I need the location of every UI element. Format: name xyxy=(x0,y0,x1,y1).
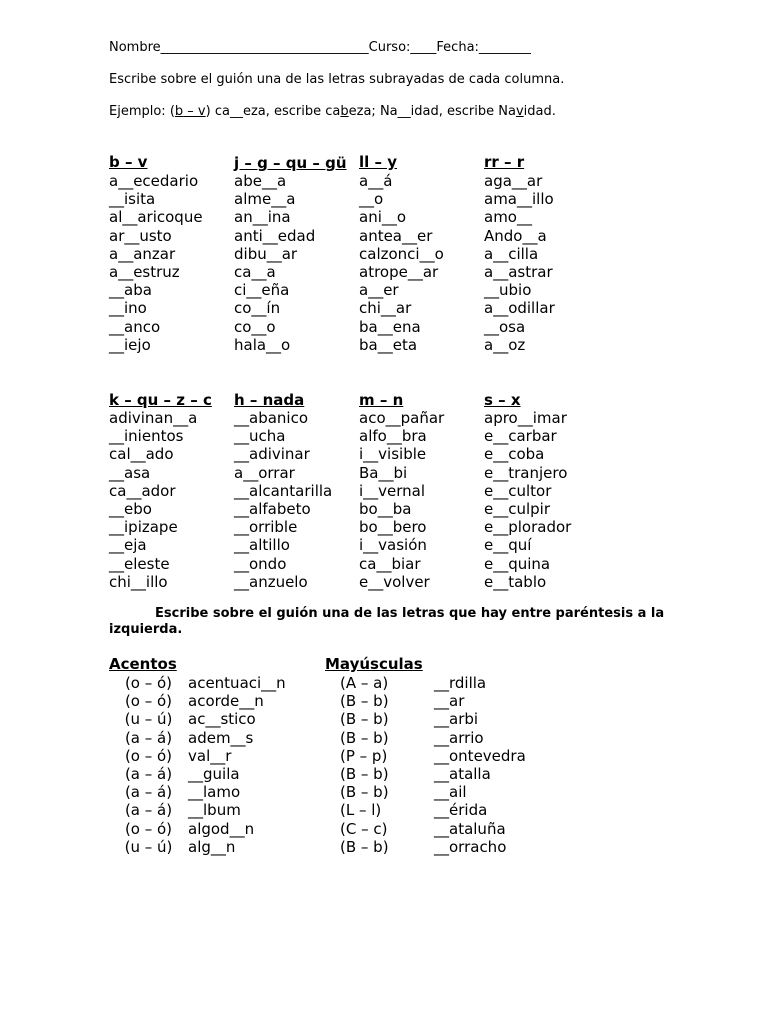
mayusculas-title: Mayúsculas xyxy=(325,655,423,673)
acentos-word: acorde__n xyxy=(188,692,264,711)
section1-word-item: __ubio xyxy=(484,281,532,300)
section1-word-item: atrope__ar xyxy=(359,263,439,282)
acentos-options: (o – ó) xyxy=(124,746,173,765)
mayusculas-row xyxy=(340,729,526,747)
example-pre: Ejemplo: ( xyxy=(109,104,175,119)
acentos-options: (u – ú) xyxy=(124,710,173,729)
mayusculas-row xyxy=(340,692,526,710)
acentos-word: acentuaci__n xyxy=(188,674,286,692)
section1-word-item: a__anzar xyxy=(109,244,176,263)
section2-word-item: e__quí xyxy=(484,536,532,555)
section2-word-item: __ebo xyxy=(109,500,152,519)
example-sep: – xyxy=(183,104,198,119)
section2-word-item: __ondo xyxy=(234,554,287,573)
section2-word-item: __alcantarilla xyxy=(234,481,333,500)
section2-word-item: __ipizape xyxy=(109,518,178,537)
mayusculas-word: __atalla xyxy=(434,765,491,784)
mayusculas-word: __ataluña xyxy=(434,819,506,838)
section1-word-item: al__aricoque xyxy=(109,208,203,227)
section1-word-item: amo__ xyxy=(484,208,532,227)
acentos-row xyxy=(109,765,286,783)
section1-column-header: rr – r xyxy=(484,152,525,171)
section2-word-item: apro__imar xyxy=(484,409,567,427)
acentos-row xyxy=(109,729,286,747)
acentos-word: ac__stico xyxy=(188,710,256,729)
acentos-options: (o – ó) xyxy=(124,819,173,838)
example-line xyxy=(109,104,556,119)
acentos-row xyxy=(109,674,286,692)
mayusculas-word: __arbi xyxy=(434,710,479,729)
example-end: idad. xyxy=(523,104,556,119)
mayusculas-word: __ar xyxy=(434,692,465,711)
section1-word-item: abe__a xyxy=(234,172,287,190)
example-answer-b: b xyxy=(340,104,349,119)
section2-word-item: aco__pañar xyxy=(359,409,445,427)
section1-word-item: ci__eña xyxy=(234,281,290,300)
section1-word-grid xyxy=(109,137,609,354)
section2-word-item: __alfabeto xyxy=(234,500,311,519)
section2-word-item: adivinan__a xyxy=(109,409,198,427)
acentos-title: Acentos xyxy=(109,655,177,673)
section1-word-item: hala__o xyxy=(234,335,291,354)
section2-word-item: __adivinar xyxy=(234,445,310,464)
instruction-2: Escribe sobre el guión una de las letras que hay entre paréntesis a la izquierda. xyxy=(109,606,665,637)
section2-word-item: cal__ado xyxy=(109,445,174,464)
mayusculas-options: (P – p) xyxy=(340,746,388,765)
section1-word-item: __aba xyxy=(109,281,152,300)
section1-word-item: a__oz xyxy=(484,335,526,354)
section1-word-item: ca__a xyxy=(234,263,276,282)
section2-word-item: __orrible xyxy=(234,518,298,537)
section1-word-item: dibu__ar xyxy=(234,244,298,263)
section1-word-item: a__cilla xyxy=(484,244,539,263)
section2-word-item: __abanico xyxy=(234,409,309,427)
mayusculas-word: __ontevedra xyxy=(434,746,526,765)
acentos-options: (a – á) xyxy=(124,783,173,802)
section1-word-item: a__á xyxy=(359,172,393,190)
section1-word-item: a__astrar xyxy=(484,263,553,282)
section1-column-header: b – v xyxy=(109,152,148,171)
mayusculas-options: (B – b) xyxy=(340,692,389,711)
mayusculas-row xyxy=(340,710,526,728)
section2-word-item: __asa xyxy=(109,463,151,482)
section1-word-item: __iejo xyxy=(109,335,151,354)
mayusculas-row xyxy=(340,820,526,838)
section2-word-item: __anzuelo xyxy=(234,572,308,591)
mayusculas-list xyxy=(340,674,526,856)
section2-word-item: ca__biar xyxy=(359,554,421,573)
acentos-options: (a – á) xyxy=(124,801,173,820)
mayusculas-options: (B – b) xyxy=(340,783,389,802)
section1-word-item: an__ina xyxy=(234,208,291,227)
section1-word-item: anti__edad xyxy=(234,226,316,245)
section2-word-item: __eleste xyxy=(109,554,170,573)
mayusculas-options: (B – b) xyxy=(340,728,389,747)
section1-word-item: ar__usto xyxy=(109,226,172,245)
section1-word-item: ama__illo xyxy=(484,190,554,209)
mayusculas-options: (B – b) xyxy=(340,837,389,856)
mayusculas-options: (L – l) xyxy=(340,801,382,820)
acentos-word: algod__n xyxy=(188,819,255,838)
section1-word-item: __ino xyxy=(109,299,147,318)
section2-word-item: chi__illo xyxy=(109,572,168,591)
example-letter-v: v xyxy=(197,104,206,119)
section2-word-item: e__culpir xyxy=(484,500,551,519)
section1-word-item: co__o xyxy=(234,317,276,336)
section2-column-header: k – qu – z – c xyxy=(109,390,212,409)
mayusculas-row xyxy=(340,838,526,856)
section2-word-item: Ba__bi xyxy=(359,463,408,482)
acentos-row xyxy=(109,838,286,856)
section2-word-item: __altillo xyxy=(234,536,290,555)
acentos-options: (a – á) xyxy=(124,728,173,747)
section2-word-item: __eja xyxy=(109,536,147,555)
section1-word-item: Ando__a xyxy=(484,226,547,245)
section1-word-item: ba__ena xyxy=(359,317,421,336)
section2-word-item: __ucha xyxy=(234,427,286,446)
mayusculas-options: (B – b) xyxy=(340,765,389,784)
acentos-row xyxy=(109,820,286,838)
mayusculas-row xyxy=(340,765,526,783)
mayusculas-row xyxy=(340,747,526,765)
example-mid2: eza; Na__idad, escribe Na xyxy=(348,104,516,119)
example-answer-v: v xyxy=(515,104,524,119)
section2-column-header: s – x xyxy=(484,390,521,409)
acentos-word: __guila xyxy=(188,765,240,784)
section1-word-item: a__estruz xyxy=(109,263,180,282)
acentos-list xyxy=(109,674,286,856)
section1-column-header: j – g – qu – gü xyxy=(234,154,347,172)
mayusculas-row xyxy=(340,801,526,819)
section2-word-item: ca__ador xyxy=(109,481,176,500)
section1-word-item: __isita xyxy=(109,190,156,209)
acentos-row xyxy=(109,801,286,819)
example-letter-b: b xyxy=(174,104,184,119)
section2-word-item: e__carbar xyxy=(484,427,557,446)
mayusculas-options: (B – b) xyxy=(340,710,389,729)
acentos-word: __lbum xyxy=(188,801,241,820)
section1-word-item: antea__er xyxy=(359,226,433,245)
section2-column-header: h – nada xyxy=(234,390,305,409)
mayusculas-word: __orracho xyxy=(434,837,507,856)
acentos-options: (u – ú) xyxy=(124,837,173,856)
mayusculas-options: (A – a) xyxy=(340,674,389,692)
section1-word-item: calzonci__o xyxy=(359,244,444,263)
section2-word-item: a__orrar xyxy=(234,463,295,482)
acentos-row xyxy=(109,783,286,801)
section2-word-item: e__quina xyxy=(484,554,551,573)
acentos-row xyxy=(109,692,286,710)
section1-word-item: chi__ar xyxy=(359,299,412,318)
section1-word-item: a__er xyxy=(359,281,399,300)
acentos-word: alg__n xyxy=(188,837,236,856)
acentos-options: (a – á) xyxy=(124,765,173,784)
section2-column-header: m – n xyxy=(359,390,404,409)
acentos-word: __lamo xyxy=(188,783,241,802)
section1-word-item: __osa xyxy=(484,317,526,336)
section1-word-item: __o xyxy=(359,190,384,209)
section1-word-item: a__odillar xyxy=(484,299,555,318)
section1-word-item: __anco xyxy=(109,317,161,336)
mayusculas-options: (C – c) xyxy=(340,819,388,838)
acentos-row xyxy=(109,747,286,765)
section2-word-item: alfo__bra xyxy=(359,427,427,446)
section2-word-item: bo__bero xyxy=(359,518,427,537)
section2-word-item: e__tranjero xyxy=(484,463,568,482)
example-mid: ) ca__eza, escribe ca xyxy=(205,104,341,119)
section2-word-item: bo__ba xyxy=(359,500,412,519)
section2-word-item: e__coba xyxy=(484,445,545,464)
section2-word-item: i__visible xyxy=(359,445,427,464)
mayusculas-row xyxy=(340,674,526,692)
instruction-1: Escribe sobre el guión una de las letras subrayadas de cada columna. xyxy=(109,72,565,87)
section1-word-item: ba__eta xyxy=(359,335,418,354)
section2-word-grid xyxy=(109,390,609,591)
section2-word-item: __inientos xyxy=(109,427,184,446)
acentos-word: adem__s xyxy=(188,728,254,747)
section1-word-item: alme__a xyxy=(234,190,296,209)
mayusculas-word: __rdilla xyxy=(434,674,487,692)
mayusculas-word: __érida xyxy=(434,801,488,820)
section1-word-item: aga__ar xyxy=(484,172,543,190)
section2-word-item: e__volver xyxy=(359,572,430,591)
mayusculas-word: __ail xyxy=(434,783,467,802)
section1-word-item: a__ecedario xyxy=(109,172,199,190)
section1-column-header: ll – y xyxy=(359,152,398,171)
mayusculas-row xyxy=(340,783,526,801)
section2-word-item: e__cultor xyxy=(484,481,552,500)
section2-word-item: e__plorador xyxy=(484,518,572,537)
acentos-options: (o – ó) xyxy=(124,674,173,692)
acentos-options: (o – ó) xyxy=(124,692,173,711)
section2-word-item: i__vernal xyxy=(359,481,426,500)
mayusculas-word: __arrio xyxy=(434,728,484,747)
acentos-word: val__r xyxy=(188,746,232,765)
section1-word-item: ani__o xyxy=(359,208,407,227)
student-info-line: Nombre________________________________Curso:____Fecha:________ xyxy=(109,40,531,55)
acentos-row xyxy=(109,710,286,728)
section1-word-item: co__ín xyxy=(234,299,281,318)
section2-word-item: i__vasión xyxy=(359,536,427,555)
section2-word-item: e__tablo xyxy=(484,572,547,591)
